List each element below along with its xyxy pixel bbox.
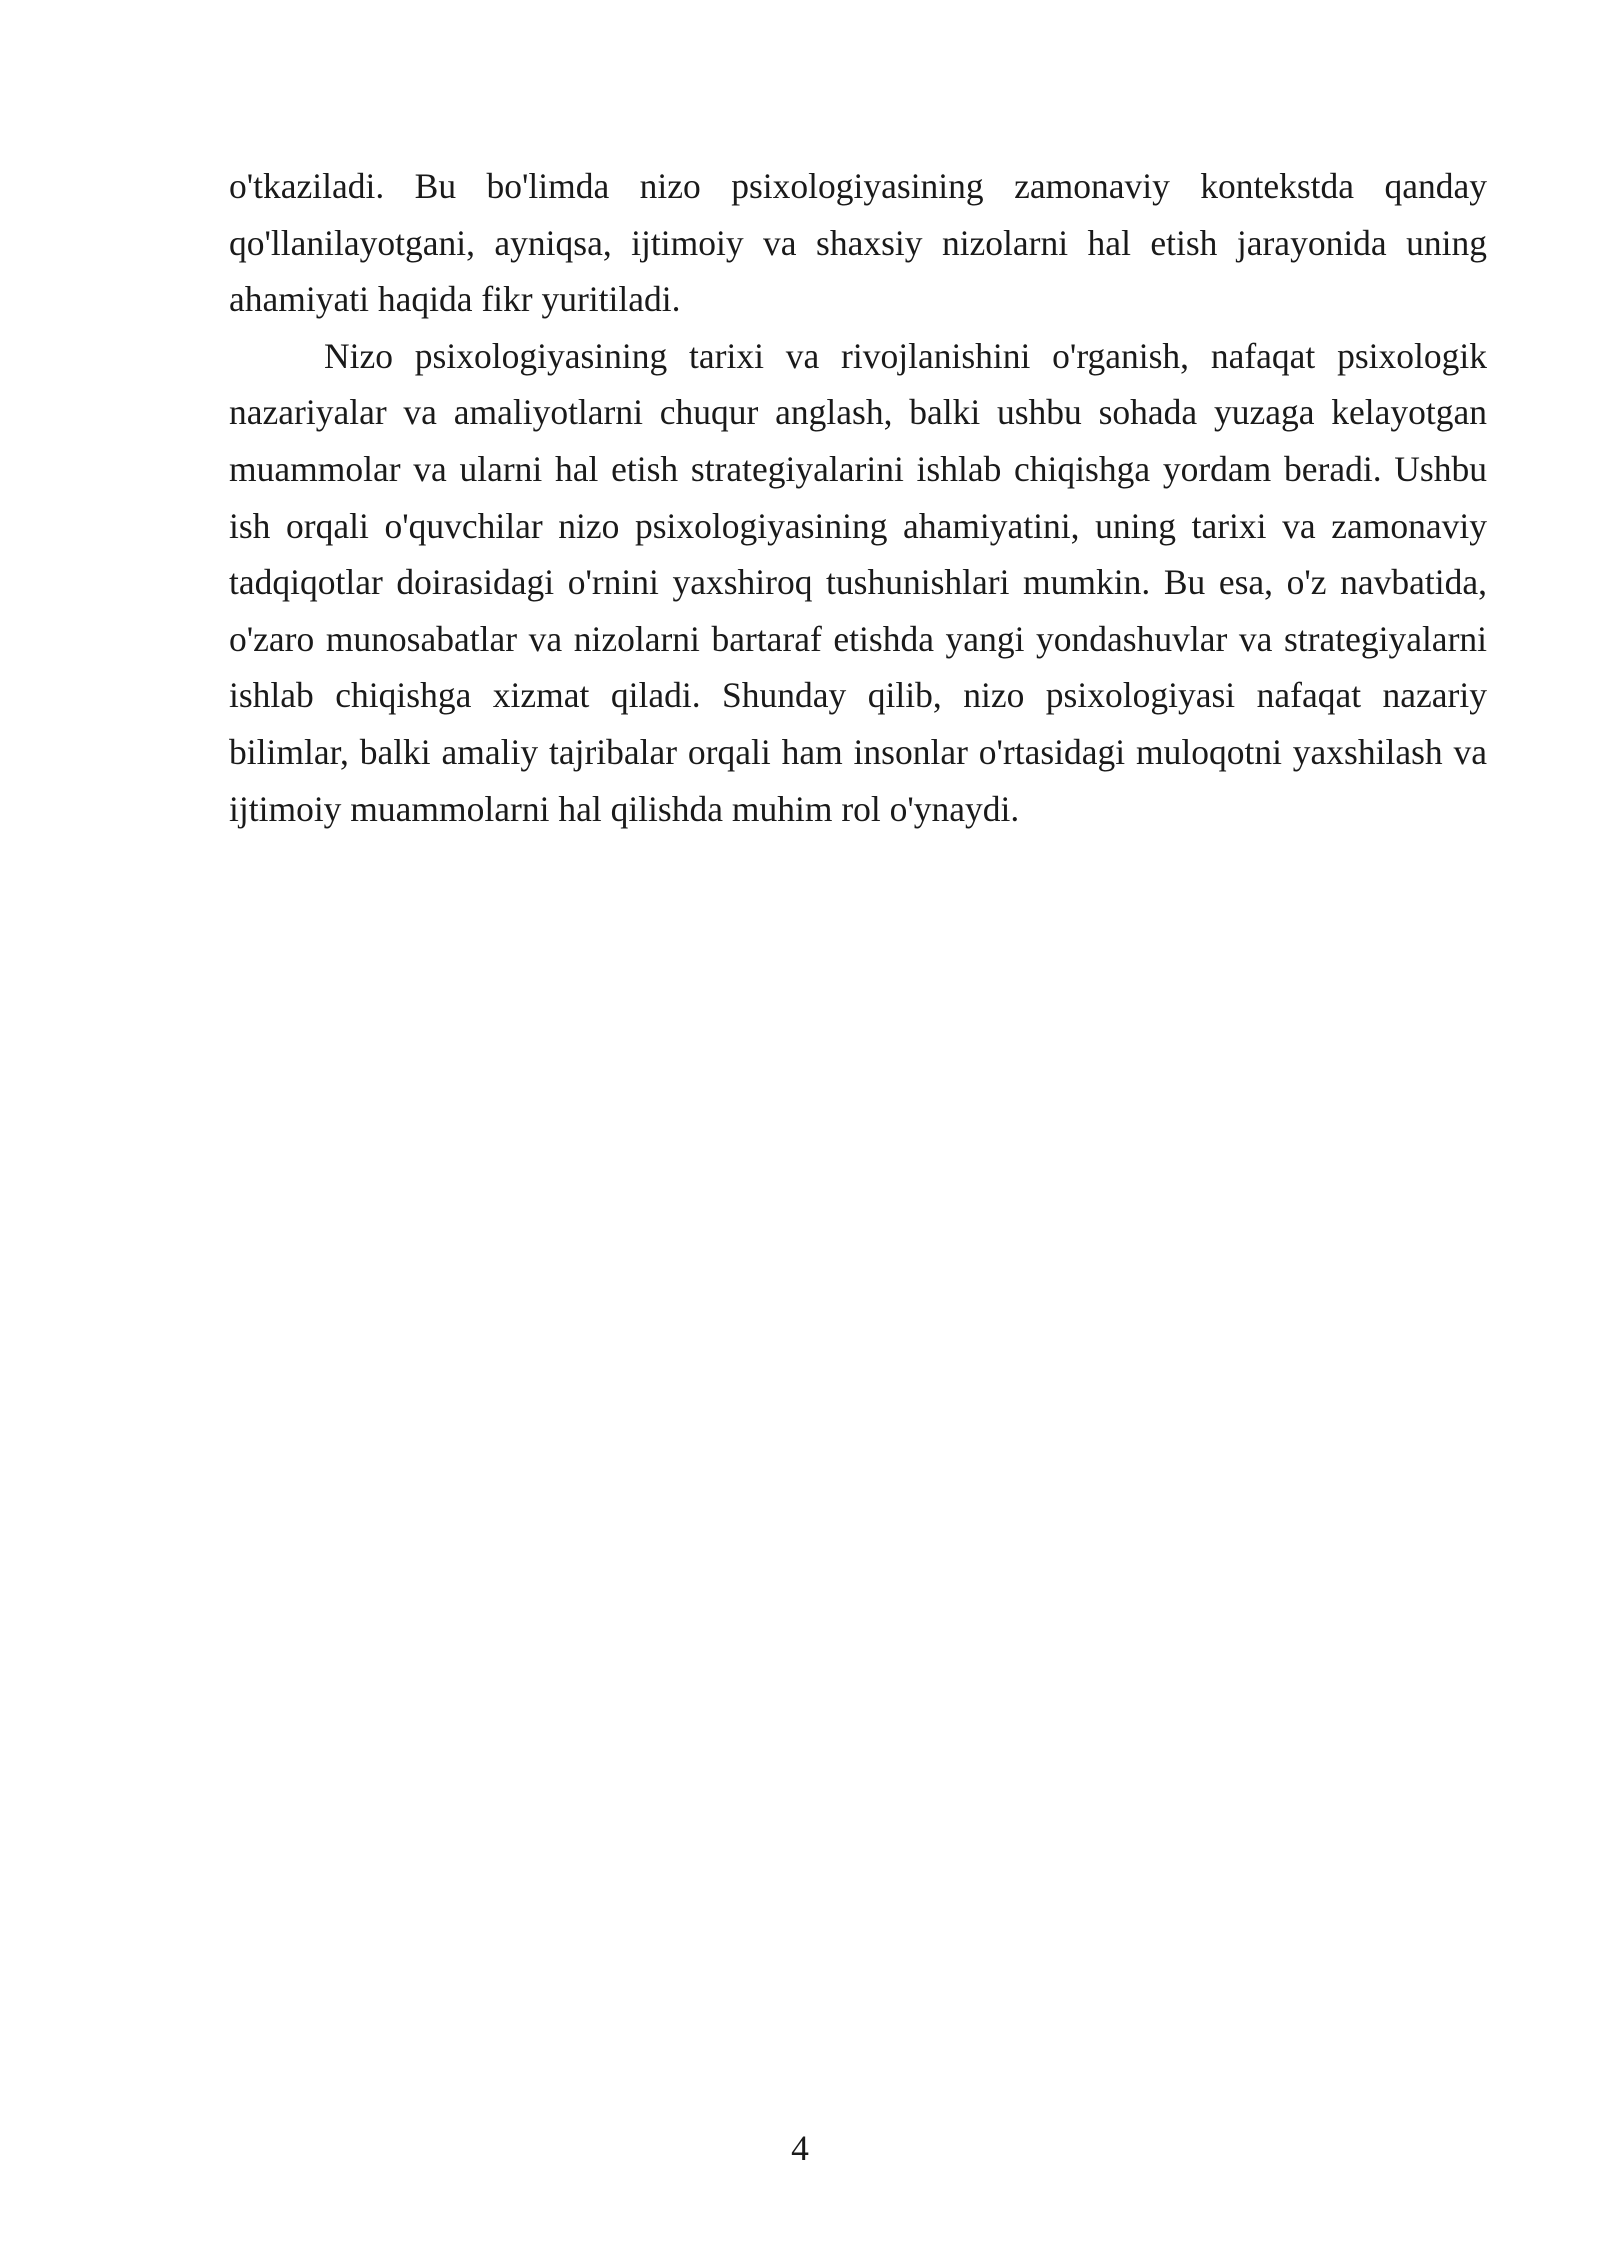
paragraph-continuation: o'tkaziladi. Bu bo'limda nizo psixologiyasining zamonaviy kontekstda qanday qo'llanilayotgani, ayniqsa, ijtimoiy va shaxsiy nizolarni hal etish jarayonida uning ahamiyati haqida fikr yuritiladi. (229, 166, 1487, 320)
page-number: 4 (791, 2128, 809, 2168)
body-text (229, 158, 1487, 837)
paragraph-main: Nizo psixologiyasining tarixi va rivojlanishini o'rganish, nafaqat psixologik nazariyalar va amaliyotlarni chuqur anglash, balki ushbu sohada yuzaga kelayotgan muammolar va ularni hal etish strategiyalarini ishlab chiqishga yordam beradi. Ushbu ish orqali o'quvchilar nizo psixologiyasining ahamiyatini, uning tarixi va zamonaviy tadqiqotlar doirasidagi o'rnini yaxshiroq tushunishlari mumkin. Bu esa, o'z navbatida, o'zaro munosabatlar va nizolarni bartaraf etishda yangi yondashuvlar va strategiyalarni ishlab chiqishga xizmat qiladi. Shunday qilib, nizo psixologiyasi nafaqat nazariy bilimlar, balki amaliy tajribalar orqali ham insonlar o'rtasidagi muloqotni yaxshilash va ijtimoiy muammolarni hal qilishda muhim rol o'ynaydi. (229, 335, 1487, 829)
